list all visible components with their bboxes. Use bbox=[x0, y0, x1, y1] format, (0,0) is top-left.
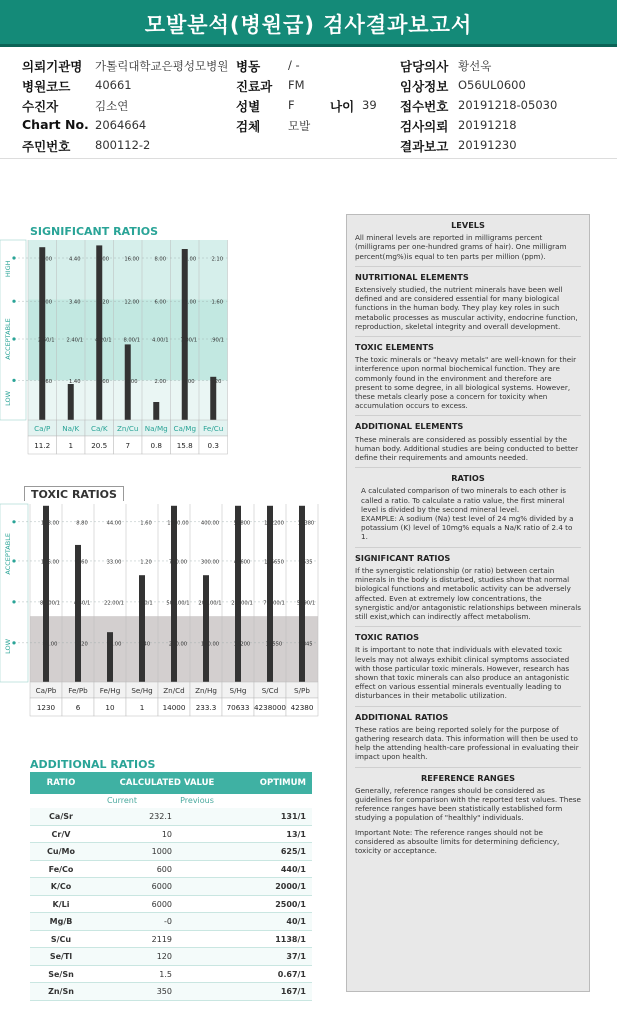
tick-label: 1.60 bbox=[211, 299, 224, 306]
gridline-dot bbox=[12, 256, 15, 259]
ratio-cell: Se/Tl bbox=[49, 952, 73, 961]
tick-label: 1.20 bbox=[140, 559, 152, 566]
current-cell: 6000 bbox=[151, 882, 172, 891]
category-label: Fe/Cu bbox=[203, 424, 224, 433]
current-cell: 232.1 bbox=[149, 812, 172, 821]
previous-cell bbox=[172, 896, 242, 913]
additional-ratios-text: These ratios are being reported solely for the purpose of gathering research data. This information will then be used to help the attending health-care professional in evaluating their impact upon health. bbox=[355, 724, 579, 762]
current-cell: 2119 bbox=[151, 934, 172, 944]
tick-label: 6.60 bbox=[76, 559, 88, 566]
additional-elements-text: These minerals are considered as possibly essential by the human body. Additional studies are being conducted to better define their requirements and amounts needed. bbox=[355, 434, 579, 463]
reference-ranges-text: Generally, reference ranges should be considered as guidelines for comparison with the reported test values. These reference ranges have been statistically established form studying a population of "healthly" individuals. bbox=[355, 785, 581, 823]
tick-label: 56800 bbox=[233, 520, 251, 527]
tick-label: 8.00 bbox=[97, 256, 110, 263]
report-date-value: 20191230 bbox=[458, 138, 517, 152]
tick-label: 71100/1 bbox=[263, 600, 285, 607]
value-label: 6 bbox=[75, 703, 81, 712]
collector-value: 김소연 bbox=[95, 99, 129, 113]
table-row bbox=[30, 808, 312, 826]
nutritional-heading: NUTRITIONAL ELEMENTS bbox=[355, 271, 469, 282]
tick-label: 250.00 bbox=[168, 641, 188, 648]
tick-label: 16.00 bbox=[124, 256, 140, 263]
zone-label: ACCEPTABLE bbox=[4, 533, 12, 575]
tick-label: .20 bbox=[213, 378, 222, 385]
value-label: 1 bbox=[139, 703, 145, 712]
current-cell: 10 bbox=[161, 829, 172, 839]
gridline-dot bbox=[12, 300, 15, 303]
levels-heading: LEVELS bbox=[451, 220, 485, 230]
category-label: Ca/K bbox=[90, 424, 108, 433]
age-label: 나이 bbox=[330, 99, 355, 114]
tick-label: 4.00 bbox=[97, 378, 110, 385]
tick-label: 5690/1 bbox=[296, 600, 316, 607]
table-row bbox=[30, 843, 312, 861]
optimum-cell: 167/1 bbox=[280, 987, 306, 996]
tick-label: 15.00 bbox=[181, 256, 197, 263]
category-label: Na/Mg bbox=[144, 424, 168, 433]
tick-label: 84.00/1 bbox=[40, 600, 60, 607]
optimum-cell: 625/1 bbox=[280, 847, 306, 856]
receipt-label: 접수번호 bbox=[400, 99, 449, 114]
ratios-text: A calculated comparison of two minerals to each other is called a ratio. To calculate a ratio value, the first mineral level is divided by the second mineral level. bbox=[361, 486, 567, 514]
table-row bbox=[30, 878, 312, 896]
category-label: Na/K bbox=[62, 424, 80, 433]
bar-Se-Hg bbox=[139, 575, 145, 682]
category-label: Ca/Pb bbox=[35, 686, 57, 695]
current-cell: -0 bbox=[164, 917, 172, 926]
tick-label: 106650 bbox=[264, 559, 284, 566]
category-label: Zn/Hg bbox=[195, 686, 217, 695]
bar-Ca-Pb bbox=[43, 506, 49, 682]
tick-label: 22.00/1 bbox=[104, 600, 124, 607]
table-row bbox=[30, 931, 312, 949]
reference-ranges-heading: REFERENCE RANGES bbox=[421, 772, 515, 783]
tick-label: 2.20 bbox=[76, 641, 88, 648]
bar-Zn-Cd bbox=[171, 506, 177, 682]
ratios-heading: RATIOS bbox=[451, 473, 485, 484]
optimum-cell: 40/1 bbox=[286, 917, 306, 926]
tick-label: 2845 bbox=[299, 641, 313, 648]
previous-cell bbox=[172, 966, 242, 983]
tick-label: 8.00/1 bbox=[123, 337, 141, 344]
value-label: 4238000 bbox=[253, 703, 287, 712]
zone-label: HIGH bbox=[4, 260, 12, 278]
previous-cell bbox=[172, 843, 242, 860]
significant-ratios-title: SIGNIFICANT RATIOS bbox=[30, 225, 159, 238]
value-label: 70633 bbox=[226, 703, 250, 712]
chart-no-label: Chart No. bbox=[22, 117, 89, 132]
value-label: 11.2 bbox=[34, 441, 51, 450]
tick-label: 7.00/1 bbox=[180, 337, 198, 344]
zone-label: LOW bbox=[4, 390, 12, 406]
tick-label: 42600 bbox=[233, 559, 251, 566]
optimum-cell: 37/1 bbox=[286, 952, 306, 961]
bar-Zn-Hg bbox=[203, 575, 209, 682]
tick-label: 6.00 bbox=[154, 299, 167, 306]
tick-label: 35550 bbox=[265, 641, 283, 648]
request-date-value: 20191218 bbox=[458, 118, 517, 132]
tick-label: 28400/1 bbox=[231, 600, 253, 607]
doctor-label: 담당의사 bbox=[400, 59, 449, 74]
current-cell: 350 bbox=[156, 987, 172, 996]
tick-label: 44.00 bbox=[106, 520, 122, 527]
value-label: 15.8 bbox=[176, 441, 193, 450]
bar-Ca-K bbox=[96, 245, 102, 420]
current-cell: 1000 bbox=[151, 847, 172, 856]
tick-label: 4.00 bbox=[125, 378, 138, 385]
tick-label: 500.00/1 bbox=[166, 600, 190, 607]
zone-band bbox=[28, 240, 228, 299]
sub-previous: Previous bbox=[180, 796, 214, 805]
tick-label: 750.00 bbox=[168, 559, 188, 566]
table-row bbox=[30, 948, 312, 966]
ward-label: 병동 bbox=[236, 59, 261, 74]
report-title: 모발분석(병원급) 검사결과보고서 bbox=[144, 13, 473, 37]
col-optimum: OPTIMUM bbox=[259, 778, 306, 788]
gridline-dot bbox=[12, 641, 15, 644]
tick-label: 3.40 bbox=[68, 299, 81, 306]
tick-label: 42.00 bbox=[42, 641, 58, 648]
toxic-ratios-title: TOXIC RATIOS bbox=[24, 486, 124, 501]
tick-label: 2.40/1 bbox=[66, 337, 84, 344]
id-value: 800112-2 bbox=[95, 138, 151, 152]
tick-label: .40 bbox=[141, 641, 151, 648]
tick-label: 1000.00 bbox=[167, 520, 189, 527]
value-label: 0.8 bbox=[150, 441, 162, 450]
dept-label: 진료과 bbox=[236, 79, 273, 94]
toxic-ratios-chart bbox=[0, 500, 320, 725]
receipt-value: 20191218-05030 bbox=[458, 98, 558, 112]
previous-cell bbox=[172, 878, 242, 895]
category-label: S/Pb bbox=[294, 686, 310, 695]
tick-label: .80/1 bbox=[139, 600, 153, 607]
bar-Na-K bbox=[68, 384, 74, 420]
bar-S-Hg bbox=[235, 506, 241, 682]
current-cell: 120 bbox=[156, 952, 172, 961]
request-date-label: 검사의뢰 bbox=[400, 119, 449, 134]
previous-cell bbox=[172, 983, 242, 1000]
tick-label: 1.60 bbox=[140, 520, 152, 527]
tick-label: 2.60/1 bbox=[37, 337, 55, 344]
zone-label: LOW bbox=[4, 638, 12, 654]
ratio-cell: S/Cu bbox=[50, 934, 72, 944]
gridline-dot bbox=[12, 559, 15, 562]
bar-Ca-Mg bbox=[182, 249, 188, 420]
tick-label: 33.00 bbox=[106, 559, 122, 566]
current-cell: 6000 bbox=[151, 899, 172, 909]
optimum-cell: 2000/1 bbox=[275, 882, 306, 891]
institution-label: 의뢰기관명 bbox=[22, 59, 83, 74]
additional-ratios-title: ADDITIONAL RATIOS bbox=[30, 758, 156, 771]
tick-label: 1.60 bbox=[40, 378, 53, 385]
significant-ratios-text: If the synergistic relationship (or ratio) between certain minerals in the body is disturbed, studies show that normal biological functions and metabolic activity can be adversely affected. Even at extremely low concentrations, the synergistic and/or antagonistic relationships between minerals still exist,which can indirectly affect metabolism. bbox=[355, 565, 581, 621]
sub-blank bbox=[30, 794, 92, 808]
value-label: 1 bbox=[68, 441, 74, 450]
current-cell: 600 bbox=[156, 864, 172, 874]
tick-label: 200.00/1 bbox=[198, 600, 222, 607]
current-cell: 1.5 bbox=[159, 969, 172, 979]
tick-label: 1.40 bbox=[68, 378, 81, 385]
table-row bbox=[30, 966, 312, 984]
tick-label: .90/1 bbox=[210, 337, 224, 344]
optimum-cell: 13/1 bbox=[286, 829, 306, 839]
previous-cell bbox=[172, 931, 242, 948]
sex-value: F bbox=[288, 98, 295, 112]
ratio-cell: Ca/Sr bbox=[49, 812, 73, 821]
value-label: 1230 bbox=[36, 703, 56, 712]
optimum-cell: 1138/1 bbox=[275, 934, 306, 944]
gridline-dot bbox=[12, 379, 15, 382]
ratio-cell: Cr/V bbox=[51, 829, 71, 839]
toxic-ratios-heading: TOXIC RATIOS bbox=[355, 632, 419, 643]
bar-Na-Mg bbox=[153, 402, 159, 420]
tick-label: 4.20/1 bbox=[94, 337, 112, 344]
col-calculated: CALCULATED VALUE bbox=[119, 778, 215, 788]
tick-label: 6.20 bbox=[97, 299, 110, 306]
significant-ratios-chart bbox=[0, 238, 240, 460]
bar-S-Cd bbox=[267, 506, 273, 682]
value-label: 42380 bbox=[290, 703, 314, 712]
dept-value: FM bbox=[288, 78, 305, 92]
additional-ratios-table bbox=[30, 772, 312, 1001]
tick-label: 8.00 bbox=[154, 256, 167, 263]
previous-cell bbox=[172, 808, 242, 825]
category-label: Fe/Hg bbox=[99, 686, 121, 695]
previous-cell bbox=[172, 861, 242, 878]
tick-label: 2.10 bbox=[211, 256, 224, 263]
significant-ratios-heading: SIGNIFICANT RATIOS bbox=[355, 552, 451, 563]
sub-current: Current bbox=[106, 796, 138, 805]
institution-value: 가톨릭대학교은평성모병원 bbox=[95, 59, 229, 73]
value-label: 7 bbox=[125, 441, 131, 450]
tick-label: 11.00 bbox=[181, 299, 197, 306]
ward-value: / - bbox=[288, 58, 300, 72]
tick-label: 4.00/1 bbox=[151, 337, 169, 344]
category-label: Zn/Cd bbox=[163, 686, 185, 695]
tick-label: 100.00 bbox=[200, 641, 220, 648]
tick-label: 11.00 bbox=[106, 641, 122, 648]
additional-rows bbox=[30, 808, 312, 1001]
optimum-cell: 131/1 bbox=[280, 812, 306, 821]
value-label: 14000 bbox=[162, 703, 186, 712]
id-label: 주민번호 bbox=[22, 139, 71, 154]
ratio-cell: Mg/B bbox=[49, 917, 73, 926]
reference-info-panel bbox=[346, 214, 590, 992]
toxic-elements-heading: TOXIC ELEMENTS bbox=[355, 342, 434, 353]
gridline-dot bbox=[12, 600, 15, 603]
tick-label: 14200 bbox=[233, 641, 251, 648]
clinical-label: 임상정보 bbox=[400, 79, 449, 94]
table-row bbox=[30, 861, 312, 879]
category-label: S/Hg bbox=[229, 686, 247, 695]
value-label: 0.3 bbox=[207, 441, 219, 450]
specimen-label: 검체 bbox=[236, 119, 261, 134]
optimum-cell: 2500/1 bbox=[275, 899, 306, 909]
collector-label: 수진자 bbox=[22, 99, 59, 114]
tick-label: 142200 bbox=[264, 520, 284, 527]
category-label: Ca/Mg bbox=[173, 424, 197, 433]
tick-label: 168.00 bbox=[40, 520, 60, 527]
tick-label: 4.40 bbox=[68, 256, 81, 263]
optimum-cell: 440/1 bbox=[280, 864, 306, 874]
table-row bbox=[30, 913, 312, 931]
ratio-cell: Se/Sn bbox=[48, 969, 74, 979]
tick-label: 11380 bbox=[297, 520, 315, 527]
additional-elements-heading: ADDITIONAL ELEMENTS bbox=[355, 421, 464, 432]
table-row bbox=[30, 983, 312, 1001]
nutritional-text: Extensively studied, the nutrient minerals have been well defined and are considered essential for many biological functions in the human body. They play key roles in such metabolic processes as muscular activity, endocrine function, reproduction, skeletal integrity and overall development. bbox=[355, 285, 578, 331]
zone-label: ACCEPTABLE bbox=[4, 318, 12, 360]
tick-label: 126.00 bbox=[40, 559, 60, 566]
tick-label: 3.00 bbox=[40, 299, 53, 306]
category-label: S/Cd bbox=[261, 686, 279, 695]
category-label: Zn/Cu bbox=[117, 424, 139, 433]
chart-no-value: 2064664 bbox=[95, 118, 147, 132]
additional-header bbox=[30, 772, 312, 794]
previous-cell bbox=[172, 948, 242, 965]
ratio-cell: Fe/Co bbox=[48, 864, 74, 874]
bar-S-Pb bbox=[299, 506, 305, 682]
gridline-dot bbox=[12, 520, 15, 523]
sex-label: 성별 bbox=[236, 99, 261, 114]
clinical-value: O56UL0600 bbox=[458, 78, 526, 92]
additional-subheader bbox=[30, 794, 312, 808]
tick-label: 2.00 bbox=[154, 378, 167, 385]
report-date-label: 결과보고 bbox=[400, 139, 449, 154]
ratios-example: EXAMPLE: A sodium (Na) test level of 24 mg% divided by a potassium (K) level of 10mg% equals a Na/K ratio of 2.4 to 1. bbox=[361, 514, 574, 542]
category-label: Se/Hg bbox=[131, 686, 153, 695]
toxic-elements-text: The toxic minerals or "heavy metals" are well-known for their interference upon normal biochemical function. They are commonly found in the environment and therefore are present to some degree, in all biological systems. However, these metals clearly pose a concern for toxicity when accumulation occurs to excess. bbox=[355, 355, 577, 411]
ratio-cell: Zn/Sn bbox=[48, 987, 74, 996]
value-label: 10 bbox=[105, 703, 115, 712]
tick-label: 8.80 bbox=[76, 520, 88, 527]
gridline-dot bbox=[12, 337, 15, 340]
tick-label: 12.00 bbox=[124, 299, 140, 306]
levels-text: All mineral levels are reported in milligrams percent (milligrams per one-hundred grams of hair). One milligram percent(mg%)is equal to ten parts per million (ppm). bbox=[355, 233, 567, 261]
header-divider bbox=[0, 158, 617, 159]
category-label: Ca/P bbox=[34, 424, 51, 433]
ratio-cell: K/Li bbox=[52, 899, 70, 909]
col-ratio: RATIO bbox=[46, 778, 76, 788]
bar-Fe-Hg bbox=[107, 632, 113, 682]
bar-Fe-Pb bbox=[75, 545, 81, 682]
tick-label: 3.00 bbox=[182, 378, 195, 385]
previous-cell bbox=[172, 826, 242, 843]
toxic-ratios-text: It is important to note that individuals with elevated toxic levels may not always exhibit clinical symptoms associated with those particular toxic minerals. However, research has shown that toxic minerals can also produce an antagonistic effect on various essential minerals eventually leading to disturbances in their metabolic utilization. bbox=[355, 645, 570, 701]
tick-label: 400.00 bbox=[200, 520, 220, 527]
additional-ratios-heading: ADDITIONAL RATIOS bbox=[355, 711, 449, 722]
tick-label: 8535 bbox=[299, 559, 313, 566]
specimen-value: 모발 bbox=[288, 119, 311, 133]
doctor-value: 황선욱 bbox=[458, 59, 492, 73]
reference-ranges-note: Important Note: The reference ranges should not be considered as absoulte limits for determining deficiency, toxicity or acceptance. bbox=[355, 827, 560, 855]
optimum-cell: 0.67/1 bbox=[277, 969, 306, 979]
report-header bbox=[0, 0, 617, 47]
ratio-cell: K/Co bbox=[50, 882, 72, 891]
bar-Ca-P bbox=[39, 247, 45, 420]
category-label: Fe/Pb bbox=[68, 686, 88, 695]
tick-label: 4.00 bbox=[40, 256, 53, 263]
value-label: 20.5 bbox=[91, 441, 108, 450]
tick-label: 300.00 bbox=[200, 559, 220, 566]
y-axis-strip bbox=[0, 504, 28, 682]
value-label: 233.3 bbox=[195, 703, 217, 712]
table-row bbox=[30, 826, 312, 844]
previous-cell bbox=[172, 913, 242, 930]
tick-label: 4.40/1 bbox=[73, 600, 91, 607]
age-value: 39 bbox=[362, 98, 377, 112]
code-value: 40661 bbox=[95, 78, 132, 92]
code-label: 병원코드 bbox=[22, 79, 71, 94]
ratio-cell: Cu/Mo bbox=[47, 847, 75, 856]
table-row bbox=[30, 896, 312, 914]
